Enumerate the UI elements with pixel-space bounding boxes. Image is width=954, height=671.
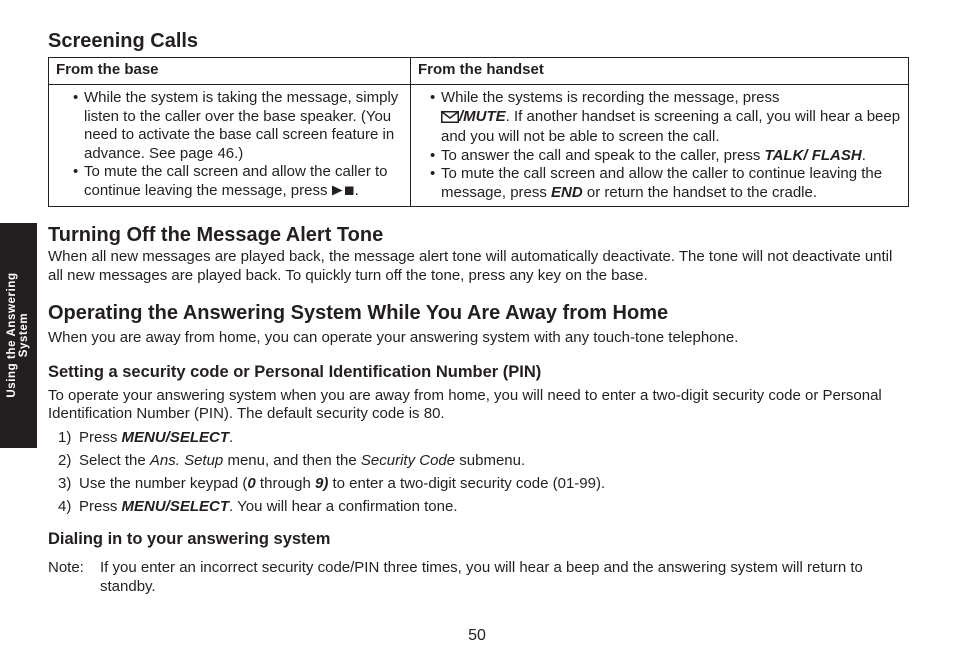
handset-bullet-3 <box>441 165 901 202</box>
col-header-base: From the base <box>49 58 411 85</box>
base-bullet-2-end: . <box>354 181 359 199</box>
envelope-icon <box>441 110 459 129</box>
note-label: Note: <box>48 559 84 576</box>
alert-tone-heading: Turning Off the Message Alert Tone <box>48 224 384 246</box>
step-3-text: Use the number keypad ( <box>79 474 248 492</box>
handset-bullet-3-rest: or return the handset to the cradle. <box>582 183 818 201</box>
away-from-home-heading: Operating the Answering System While You Are Away from Home <box>48 302 669 324</box>
handset-bullet-1 <box>441 89 901 147</box>
step-2-end: submenu. <box>455 451 526 469</box>
handset-instructions-cell <box>411 85 909 207</box>
step-3-number: 3) <box>58 474 72 492</box>
side-label-line1: Using the Answering <box>6 272 18 398</box>
base-instructions-cell <box>49 85 411 207</box>
handset-bullet-1-text: While the systems is recording the message, press <box>441 89 780 106</box>
handset-bullet-2-text: To answer the call and speak to the caller, press <box>441 146 765 164</box>
handset-bullet-1-rest: . If another handset is screening a call, you will hear a beep and you will not be able to screen the call. <box>441 107 901 145</box>
talk-flash-key: TALK/ FLASH <box>764 146 862 164</box>
step-3-key-0: 0 <box>247 474 256 492</box>
step-1-text: Press <box>79 428 122 446</box>
step-2 <box>48 452 908 471</box>
step-3-mid: through <box>255 474 315 492</box>
screening-calls-heading: Screening Calls <box>48 30 199 52</box>
security-code-body: To operate your answering system when you are away from home, you will need to enter a two-digit security code or Personal Identification Number (PIN). The default security code is 80. <box>48 386 882 422</box>
page-number: 50 <box>468 627 486 644</box>
step-4-number: 4) <box>58 497 72 515</box>
step-2-menu: Ans. Setup <box>149 451 224 469</box>
step-3-key-9: 9) <box>314 474 329 492</box>
security-code-heading: Setting a security code or Personal Identification Number (PIN) <box>48 362 542 381</box>
side-label-line2: System <box>18 312 30 358</box>
base-bullet-2 <box>84 163 399 201</box>
step-2-number: 2) <box>58 451 72 469</box>
stop-icon <box>343 183 355 202</box>
handset-bullet-2 <box>441 147 901 166</box>
handset-bullet-2-end: . <box>861 146 866 164</box>
step-1-end: . <box>229 428 234 446</box>
step-2-submenu: Security Code <box>360 451 456 469</box>
step-4-key: MENU/SELECT <box>121 497 230 515</box>
handset-bullet-3-text: To mute the call screen and allow the caller to continue leaving the message, press <box>441 165 883 201</box>
screening-table <box>48 57 909 207</box>
base-bullet-1: • While the system is taking the message, simply listen to the caller over the base speaker. (You need to activate the base call screen feature in advance. See page 46.) <box>84 89 399 163</box>
step-2-text: Select the <box>79 451 150 469</box>
step-3 <box>48 475 908 494</box>
dialing-in-heading: Dialing in to your answering system <box>48 530 331 548</box>
page-content <box>48 28 908 596</box>
note <box>48 559 908 596</box>
step-1-key: MENU/SELECT <box>121 428 230 446</box>
step-1 <box>48 429 908 448</box>
step-2-mid: menu, and then the <box>223 451 361 469</box>
note-text: If you enter an incorrect security code/PIN three times, you will hear a beep and the answering system will return to standby. <box>100 559 863 595</box>
mute-key: /MUTE <box>459 107 506 125</box>
step-4 <box>48 498 908 517</box>
alert-tone-body: When all new messages are played back, the message alert tone will automatically deactivate. The tone will not deactivate until all new messages are played back. To quickly turn off the tone, press any key on the base. <box>48 248 893 284</box>
end-key: END <box>551 183 583 201</box>
col-header-handset: From the handset <box>411 58 909 85</box>
step-4-end: . You will hear a confirmation tone. <box>229 497 458 515</box>
side-section-label <box>6 272 30 397</box>
play-icon <box>332 183 343 202</box>
base-bullet-2-text: To mute the call screen and allow the caller to continue leaving the message, press <box>84 163 388 199</box>
away-from-home-body: When you are away from home, you can operate your answering system with any touch-tone telephone. <box>48 329 739 346</box>
security-steps <box>48 429 908 517</box>
step-3-end: to enter a two-digit security code (01-99). <box>328 474 606 492</box>
step-1-number: 1) <box>58 428 72 446</box>
step-4-text: Press <box>79 497 122 515</box>
